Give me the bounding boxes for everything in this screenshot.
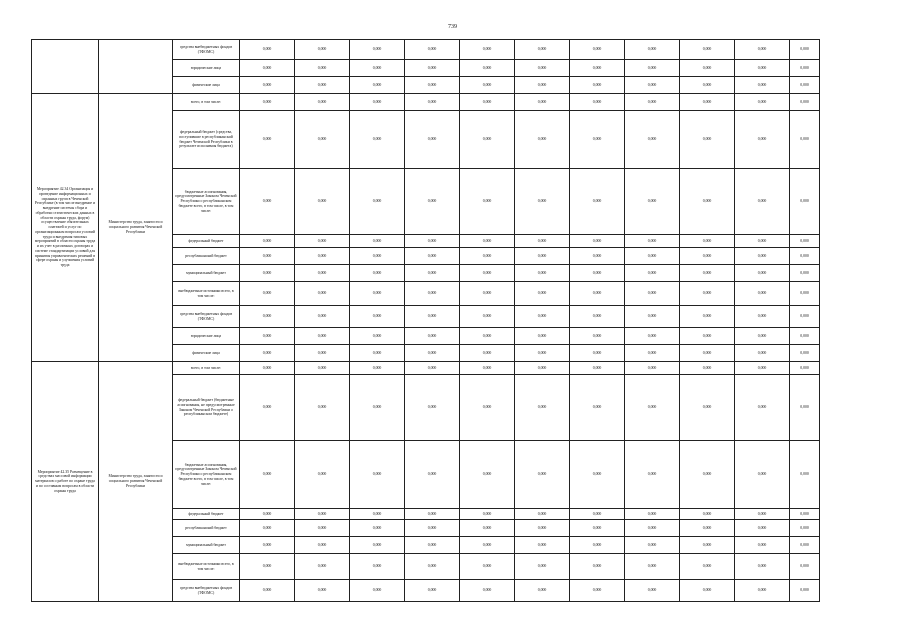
value-cell: 0,000 bbox=[240, 40, 295, 60]
value-cell: 0,000 bbox=[240, 248, 295, 265]
value-cell: 0,000 bbox=[350, 248, 405, 265]
value-cell: 0,000 bbox=[405, 520, 460, 537]
funding-source-cell: внебюджетные источники всего, в том числе: bbox=[173, 554, 240, 580]
value-cell: 0,000 bbox=[295, 169, 350, 235]
value-cell: 0,000 bbox=[735, 77, 790, 94]
value-cell: 0,000 bbox=[240, 345, 295, 362]
page-number: 739 bbox=[448, 24, 457, 30]
value-cell: 0,000 bbox=[680, 111, 735, 169]
value-cell: 0,000 bbox=[295, 111, 350, 169]
value-cell: 0,000 bbox=[295, 77, 350, 94]
value-cell: 0,000 bbox=[460, 554, 515, 580]
value-cell: 0,000 bbox=[295, 520, 350, 537]
funding-source-cell: всего, в том числе: bbox=[173, 94, 240, 111]
value-cell: 0,000 bbox=[625, 375, 680, 441]
funding-source-cell: юридические лица bbox=[173, 328, 240, 345]
value-cell: 0,000 bbox=[790, 60, 820, 77]
value-cell: 0,000 bbox=[790, 362, 820, 375]
value-cell: 0,000 bbox=[570, 235, 625, 248]
value-cell: 0,000 bbox=[735, 306, 790, 328]
value-cell: 0,000 bbox=[350, 77, 405, 94]
value-cell: 0,000 bbox=[680, 282, 735, 306]
executor-cell: Министерство труда, занятости и социального развития Чеченской Республики bbox=[99, 362, 173, 602]
value-cell: 0,000 bbox=[350, 169, 405, 235]
value-cell: 0,000 bbox=[790, 40, 820, 60]
value-cell: 0,000 bbox=[625, 520, 680, 537]
value-cell: 0,000 bbox=[735, 94, 790, 111]
value-cell: 0,000 bbox=[570, 509, 625, 520]
value-cell: 0,000 bbox=[515, 328, 570, 345]
funding-source-cell: бюджетные ассигнования, предусмотренные Законом Чеченской Республики о республиканском бюджете всего, в том числе, в том числе: bbox=[173, 169, 240, 235]
value-cell: 0,000 bbox=[515, 77, 570, 94]
value-cell: 0,000 bbox=[625, 235, 680, 248]
value-cell: 0,000 bbox=[405, 94, 460, 111]
value-cell: 0,000 bbox=[790, 554, 820, 580]
value-cell: 0,000 bbox=[405, 441, 460, 509]
value-cell: 0,000 bbox=[625, 328, 680, 345]
value-cell: 0,000 bbox=[625, 248, 680, 265]
value-cell: 0,000 bbox=[350, 554, 405, 580]
value-cell: 0,000 bbox=[735, 111, 790, 169]
value-cell: 0,000 bbox=[515, 60, 570, 77]
value-cell: 0,000 bbox=[295, 375, 350, 441]
value-cell: 0,000 bbox=[460, 235, 515, 248]
value-cell: 0,000 bbox=[405, 375, 460, 441]
value-cell: 0,000 bbox=[625, 111, 680, 169]
value-cell: 0,000 bbox=[790, 509, 820, 520]
value-cell: 0,000 bbox=[735, 520, 790, 537]
value-cell: 0,000 bbox=[735, 235, 790, 248]
value-cell: 0,000 bbox=[790, 328, 820, 345]
value-cell: 0,000 bbox=[350, 111, 405, 169]
value-cell: 0,000 bbox=[240, 520, 295, 537]
executor-cell: Министерство труда, занятости и социального развития Чеченской Республики bbox=[99, 94, 173, 362]
table-row bbox=[32, 40, 820, 60]
value-cell: 0,000 bbox=[735, 537, 790, 554]
value-cell: 0,000 bbox=[680, 520, 735, 537]
value-cell: 0,000 bbox=[735, 169, 790, 235]
value-cell: 0,000 bbox=[790, 537, 820, 554]
funding-source-cell: физические лица bbox=[173, 345, 240, 362]
value-cell: 0,000 bbox=[735, 362, 790, 375]
value-cell: 0,000 bbox=[460, 520, 515, 537]
value-cell: 0,000 bbox=[240, 235, 295, 248]
value-cell: 0,000 bbox=[735, 248, 790, 265]
value-cell: 0,000 bbox=[350, 362, 405, 375]
funding-source-cell: республиканский бюджет bbox=[173, 248, 240, 265]
value-cell: 0,000 bbox=[625, 77, 680, 94]
value-cell: 0,000 bbox=[240, 509, 295, 520]
value-cell: 0,000 bbox=[570, 537, 625, 554]
value-cell: 0,000 bbox=[460, 441, 515, 509]
table-body bbox=[32, 40, 820, 602]
funding-source-cell: юридические лица bbox=[173, 60, 240, 77]
value-cell: 0,000 bbox=[240, 554, 295, 580]
value-cell: 0,000 bbox=[295, 306, 350, 328]
value-cell: 0,000 bbox=[460, 60, 515, 77]
value-cell: 0,000 bbox=[405, 282, 460, 306]
value-cell: 0,000 bbox=[515, 282, 570, 306]
value-cell: 0,000 bbox=[350, 94, 405, 111]
value-cell: 0,000 bbox=[625, 169, 680, 235]
funding-source-cell: федеральный бюджет (средства, поступившие в республиканский бюджет Чеченской Республики в результате исполнения бюджета) bbox=[173, 111, 240, 169]
funding-source-cell: республиканский бюджет bbox=[173, 520, 240, 537]
value-cell: 0,000 bbox=[295, 265, 350, 282]
value-cell: 0,000 bbox=[570, 169, 625, 235]
funding-source-cell: средства внебюджетных фондов (ТФОМС) bbox=[173, 580, 240, 602]
value-cell: 0,000 bbox=[735, 441, 790, 509]
value-cell: 0,000 bbox=[515, 375, 570, 441]
value-cell: 0,000 bbox=[240, 362, 295, 375]
value-cell: 0,000 bbox=[735, 509, 790, 520]
value-cell: 0,000 bbox=[460, 111, 515, 169]
value-cell: 0,000 bbox=[570, 282, 625, 306]
value-cell: 0,000 bbox=[515, 362, 570, 375]
value-cell: 0,000 bbox=[790, 345, 820, 362]
value-cell: 0,000 bbox=[350, 537, 405, 554]
value-cell: 0,000 bbox=[405, 362, 460, 375]
executor-cell bbox=[99, 40, 173, 94]
value-cell: 0,000 bbox=[460, 265, 515, 282]
value-cell: 0,000 bbox=[735, 265, 790, 282]
value-cell: 0,000 bbox=[405, 235, 460, 248]
value-cell: 0,000 bbox=[350, 345, 405, 362]
measure-cell bbox=[32, 40, 99, 94]
value-cell: 0,000 bbox=[680, 60, 735, 77]
value-cell: 0,000 bbox=[405, 306, 460, 328]
value-cell: 0,000 bbox=[460, 40, 515, 60]
value-cell: 0,000 bbox=[680, 248, 735, 265]
value-cell: 0,000 bbox=[295, 441, 350, 509]
value-cell: 0,000 bbox=[515, 94, 570, 111]
funding-source-cell: всего, в том числе: bbox=[173, 362, 240, 375]
value-cell: 0,000 bbox=[735, 282, 790, 306]
value-cell: 0,000 bbox=[625, 40, 680, 60]
value-cell: 0,000 bbox=[625, 345, 680, 362]
value-cell: 0,000 bbox=[570, 375, 625, 441]
value-cell: 0,000 bbox=[790, 248, 820, 265]
value-cell: 0,000 bbox=[625, 94, 680, 111]
value-cell: 0,000 bbox=[625, 441, 680, 509]
value-cell: 0,000 bbox=[625, 554, 680, 580]
value-cell: 0,000 bbox=[240, 537, 295, 554]
value-cell: 0,000 bbox=[295, 328, 350, 345]
value-cell: 0,000 bbox=[625, 537, 680, 554]
value-cell: 0,000 bbox=[460, 328, 515, 345]
funding-source-cell: внебюджетные источники всего, в том числе: bbox=[173, 282, 240, 306]
value-cell: 0,000 bbox=[515, 306, 570, 328]
value-cell: 0,000 bbox=[460, 248, 515, 265]
value-cell: 0,000 bbox=[570, 40, 625, 60]
value-cell: 0,000 bbox=[570, 94, 625, 111]
value-cell: 0,000 bbox=[570, 345, 625, 362]
value-cell: 0,000 bbox=[515, 345, 570, 362]
budget-table bbox=[31, 39, 820, 602]
value-cell: 0,000 bbox=[240, 580, 295, 602]
value-cell: 0,000 bbox=[570, 554, 625, 580]
value-cell: 0,000 bbox=[570, 248, 625, 265]
value-cell: 0,000 bbox=[295, 345, 350, 362]
value-cell: 0,000 bbox=[735, 345, 790, 362]
value-cell: 0,000 bbox=[405, 111, 460, 169]
funding-source-cell: федеральный бюджет bbox=[173, 235, 240, 248]
value-cell: 0,000 bbox=[460, 306, 515, 328]
value-cell: 0,000 bbox=[295, 235, 350, 248]
value-cell: 0,000 bbox=[405, 265, 460, 282]
value-cell: 0,000 bbox=[625, 265, 680, 282]
value-cell: 0,000 bbox=[515, 169, 570, 235]
value-cell: 0,000 bbox=[460, 169, 515, 235]
value-cell: 0,000 bbox=[515, 40, 570, 60]
value-cell: 0,000 bbox=[350, 520, 405, 537]
value-cell: 0,000 bbox=[350, 441, 405, 509]
value-cell: 0,000 bbox=[460, 94, 515, 111]
value-cell: 0,000 bbox=[405, 60, 460, 77]
value-cell: 0,000 bbox=[570, 580, 625, 602]
value-cell: 0,000 bbox=[625, 509, 680, 520]
value-cell: 0,000 bbox=[625, 306, 680, 328]
value-cell: 0,000 bbox=[680, 77, 735, 94]
value-cell: 0,000 bbox=[515, 509, 570, 520]
value-cell: 0,000 bbox=[240, 375, 295, 441]
value-cell: 0,000 bbox=[295, 282, 350, 306]
value-cell: 0,000 bbox=[790, 265, 820, 282]
value-cell: 0,000 bbox=[295, 40, 350, 60]
value-cell: 0,000 bbox=[405, 77, 460, 94]
value-cell: 0,000 bbox=[680, 169, 735, 235]
value-cell: 0,000 bbox=[735, 375, 790, 441]
value-cell: 0,000 bbox=[295, 60, 350, 77]
value-cell: 0,000 bbox=[790, 94, 820, 111]
value-cell: 0,000 bbox=[295, 362, 350, 375]
value-cell: 0,000 bbox=[790, 520, 820, 537]
value-cell: 0,000 bbox=[350, 265, 405, 282]
value-cell: 0,000 bbox=[680, 265, 735, 282]
value-cell: 0,000 bbox=[350, 40, 405, 60]
value-cell: 0,000 bbox=[295, 554, 350, 580]
value-cell: 0,000 bbox=[240, 77, 295, 94]
value-cell: 0,000 bbox=[515, 580, 570, 602]
value-cell: 0,000 bbox=[460, 345, 515, 362]
value-cell: 0,000 bbox=[405, 537, 460, 554]
value-cell: 0,000 bbox=[350, 509, 405, 520]
value-cell: 0,000 bbox=[460, 362, 515, 375]
value-cell: 0,000 bbox=[295, 580, 350, 602]
value-cell: 0,000 bbox=[790, 77, 820, 94]
value-cell: 0,000 bbox=[515, 554, 570, 580]
value-cell: 0,000 bbox=[295, 537, 350, 554]
value-cell: 0,000 bbox=[790, 169, 820, 235]
value-cell: 0,000 bbox=[735, 554, 790, 580]
value-cell: 0,000 bbox=[790, 580, 820, 602]
value-cell: 0,000 bbox=[680, 441, 735, 509]
value-cell: 0,000 bbox=[240, 441, 295, 509]
funding-source-cell: физические лица bbox=[173, 77, 240, 94]
value-cell: 0,000 bbox=[240, 328, 295, 345]
measure-cell: Мероприятие 42.34 Организация и проведение информационных и охранных групп в Чеченской Республике (в том числе внедрение и внедрение системы сбора и обработки статистических данных в области охраны труда, форум) осуществление обязательных платежей и услуг по организационным вопросам условий труда и внедрения типовых мероприятий в области охраны труда и их учет в различных договорах и системе стандартизации условий для принятия управленческих решений в сфере охраны и улучшения условий труда bbox=[32, 94, 99, 362]
funding-source-cell: средства внебюджетных фондов (ТФОМС) bbox=[173, 306, 240, 328]
value-cell: 0,000 bbox=[460, 375, 515, 441]
value-cell: 0,000 bbox=[680, 306, 735, 328]
value-cell: 0,000 bbox=[350, 60, 405, 77]
value-cell: 0,000 bbox=[350, 235, 405, 248]
value-cell: 0,000 bbox=[790, 111, 820, 169]
funding-source-cell: муниципальный бюджет bbox=[173, 265, 240, 282]
value-cell: 0,000 bbox=[790, 235, 820, 248]
value-cell: 0,000 bbox=[405, 248, 460, 265]
value-cell: 0,000 bbox=[405, 345, 460, 362]
value-cell: 0,000 bbox=[405, 580, 460, 602]
value-cell: 0,000 bbox=[240, 306, 295, 328]
value-cell: 0,000 bbox=[625, 580, 680, 602]
value-cell: 0,000 bbox=[460, 509, 515, 520]
value-cell: 0,000 bbox=[295, 509, 350, 520]
value-cell: 0,000 bbox=[680, 345, 735, 362]
value-cell: 0,000 bbox=[680, 580, 735, 602]
value-cell: 0,000 bbox=[570, 306, 625, 328]
value-cell: 0,000 bbox=[570, 441, 625, 509]
value-cell: 0,000 bbox=[515, 441, 570, 509]
value-cell: 0,000 bbox=[240, 265, 295, 282]
value-cell: 0,000 bbox=[680, 537, 735, 554]
value-cell: 0,000 bbox=[680, 235, 735, 248]
value-cell: 0,000 bbox=[625, 60, 680, 77]
value-cell: 0,000 bbox=[680, 362, 735, 375]
value-cell: 0,000 bbox=[240, 169, 295, 235]
table-row bbox=[32, 94, 820, 111]
value-cell: 0,000 bbox=[515, 520, 570, 537]
funding-source-cell: муниципальный бюджет bbox=[173, 537, 240, 554]
value-cell: 0,000 bbox=[680, 375, 735, 441]
value-cell: 0,000 bbox=[515, 248, 570, 265]
value-cell: 0,000 bbox=[680, 328, 735, 345]
value-cell: 0,000 bbox=[680, 94, 735, 111]
value-cell: 0,000 bbox=[790, 282, 820, 306]
value-cell: 0,000 bbox=[460, 282, 515, 306]
value-cell: 0,000 bbox=[350, 375, 405, 441]
measure-cell: Мероприятие 42.35 Размещение в средствах массовой информации материалов о работе по охране труда и по составным вопросам в области охраны труда bbox=[32, 362, 99, 602]
value-cell: 0,000 bbox=[790, 441, 820, 509]
value-cell: 0,000 bbox=[405, 40, 460, 60]
value-cell: 0,000 bbox=[570, 328, 625, 345]
value-cell: 0,000 bbox=[625, 282, 680, 306]
value-cell: 0,000 bbox=[515, 235, 570, 248]
value-cell: 0,000 bbox=[405, 554, 460, 580]
funding-source-cell: средства внебюджетных фондов (ТФОМС) bbox=[173, 40, 240, 60]
value-cell: 0,000 bbox=[515, 537, 570, 554]
value-cell: 0,000 bbox=[625, 362, 680, 375]
value-cell: 0,000 bbox=[295, 94, 350, 111]
value-cell: 0,000 bbox=[240, 94, 295, 111]
value-cell: 0,000 bbox=[680, 40, 735, 60]
table-row bbox=[32, 362, 820, 375]
value-cell: 0,000 bbox=[570, 111, 625, 169]
value-cell: 0,000 bbox=[240, 282, 295, 306]
value-cell: 0,000 bbox=[515, 265, 570, 282]
value-cell: 0,000 bbox=[570, 60, 625, 77]
value-cell: 0,000 bbox=[350, 282, 405, 306]
value-cell: 0,000 bbox=[460, 537, 515, 554]
value-cell: 0,000 bbox=[570, 265, 625, 282]
funding-source-cell: федеральный бюджет bbox=[173, 509, 240, 520]
value-cell: 0,000 bbox=[405, 328, 460, 345]
value-cell: 0,000 bbox=[735, 60, 790, 77]
value-cell: 0,000 bbox=[515, 111, 570, 169]
value-cell: 0,000 bbox=[735, 580, 790, 602]
value-cell: 0,000 bbox=[460, 77, 515, 94]
value-cell: 0,000 bbox=[570, 520, 625, 537]
funding-source-cell: бюджетные ассигнования, предусмотренные Законом Чеченской Республики о республиканском бюджете всего, в том числе, в том числе: bbox=[173, 441, 240, 509]
value-cell: 0,000 bbox=[735, 40, 790, 60]
value-cell: 0,000 bbox=[240, 60, 295, 77]
funding-source-cell: федеральный бюджет (бюджетные ассигнования, не предусмотренные Законом Чеченской Республики о республиканском бюджете) bbox=[173, 375, 240, 441]
value-cell: 0,000 bbox=[460, 580, 515, 602]
value-cell: 0,000 bbox=[295, 248, 350, 265]
value-cell: 0,000 bbox=[570, 362, 625, 375]
value-cell: 0,000 bbox=[350, 306, 405, 328]
value-cell: 0,000 bbox=[405, 509, 460, 520]
value-cell: 0,000 bbox=[735, 328, 790, 345]
value-cell: 0,000 bbox=[350, 580, 405, 602]
value-cell: 0,000 bbox=[790, 375, 820, 441]
value-cell: 0,000 bbox=[790, 306, 820, 328]
value-cell: 0,000 bbox=[680, 554, 735, 580]
value-cell: 0,000 bbox=[405, 169, 460, 235]
value-cell: 0,000 bbox=[350, 328, 405, 345]
value-cell: 0,000 bbox=[570, 77, 625, 94]
value-cell: 0,000 bbox=[240, 111, 295, 169]
value-cell: 0,000 bbox=[680, 509, 735, 520]
